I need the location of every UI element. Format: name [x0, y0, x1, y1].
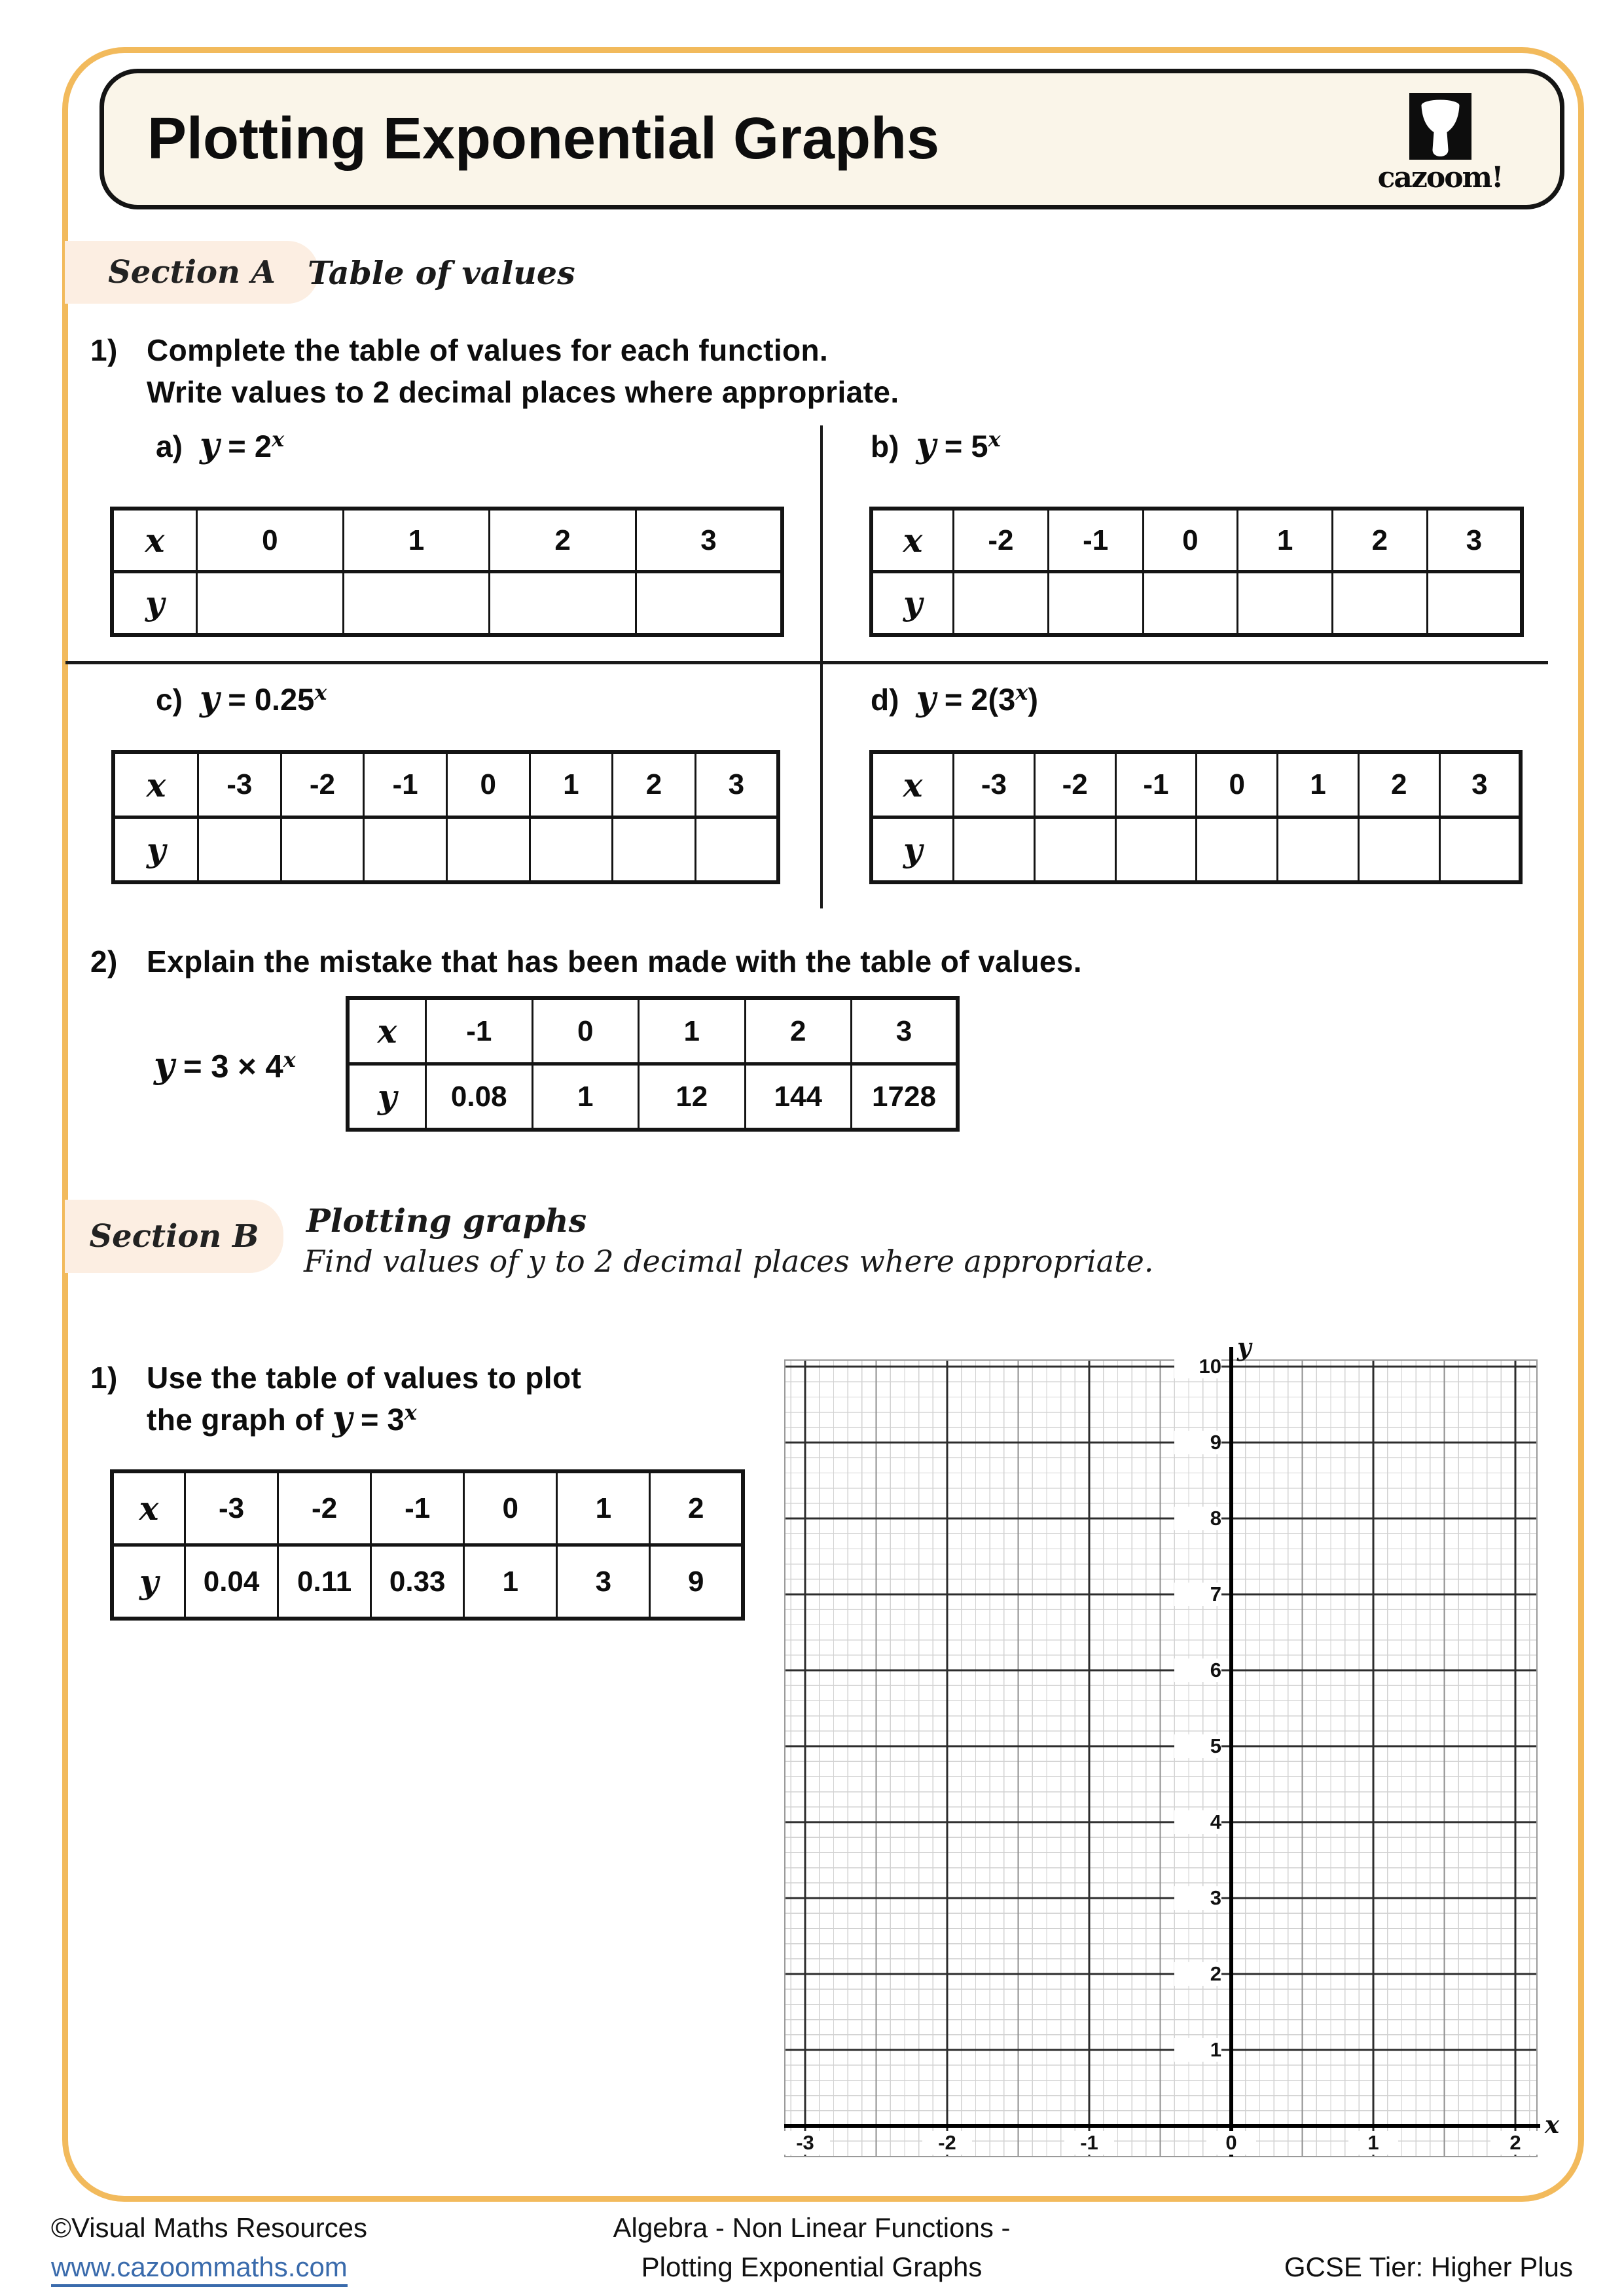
q2-number: 2) — [90, 944, 118, 978]
variable-cell: x — [871, 752, 954, 817]
value-cell: 1728 — [852, 1064, 958, 1130]
part-a-label: a) — [156, 429, 183, 463]
value-cell: -1 — [426, 998, 533, 1064]
x-tick-label: -2 — [922, 2131, 972, 2155]
value-cell: 2 — [490, 509, 636, 572]
x-tick-label: 1 — [1348, 2131, 1398, 2155]
function-var: y — [154, 1044, 175, 1086]
q1-text-line2: Write values to 2 decimal places where appropriate. — [147, 375, 899, 409]
value-cell: 1 — [639, 998, 746, 1064]
value-cell: 0.11 — [278, 1545, 371, 1619]
function-var: y — [916, 679, 936, 719]
y-tick-label: 3 — [1174, 1886, 1221, 1910]
value-cell — [1115, 817, 1197, 883]
function-var: y — [916, 425, 936, 465]
section-b-badge-label: Section B — [89, 1218, 259, 1255]
part-b-label: b) — [871, 429, 899, 463]
section-a-badge — [65, 241, 319, 304]
value-cell: 1 — [557, 1471, 650, 1545]
sb-q1-line2-pre: the graph of — [147, 1403, 333, 1437]
value-cell: 3 — [1439, 752, 1521, 817]
value-cell: 2 — [650, 1471, 743, 1545]
q1-text-line1: Complete the table of values for each function. — [147, 333, 829, 367]
value-cell: 1 — [530, 752, 613, 817]
variable-cell: y — [871, 572, 954, 636]
value-cell — [197, 572, 344, 636]
values-table-q2 — [346, 996, 960, 1132]
value-cell: 0 — [1197, 752, 1278, 817]
website-link[interactable]: www.cazoommaths.com — [51, 2251, 348, 2287]
value-cell — [446, 817, 530, 883]
value-cell: 2 — [1333, 509, 1428, 572]
variable-cell: x — [112, 1471, 185, 1545]
function-var: y — [200, 679, 220, 719]
value-cell: 1 — [464, 1545, 557, 1619]
variable-cell: x — [113, 752, 198, 817]
title-panel — [99, 69, 1564, 209]
value-cell: 12 — [639, 1064, 746, 1130]
part-c-function: c) y = 0.25 $^x$ — [156, 679, 327, 719]
value-cell — [636, 572, 782, 636]
footer-website — [51, 2251, 348, 2283]
value-cell: 2 — [1358, 752, 1439, 817]
section-b-heading: Plotting graphs — [306, 1202, 587, 1240]
value-cell: 9 — [650, 1545, 743, 1619]
value-cell — [530, 817, 613, 883]
values-table-a — [110, 507, 784, 637]
value-cell: -2 — [954, 509, 1049, 572]
value-cell: -1 — [364, 752, 447, 817]
q2-function: y = 3 × 4 $^x$ — [154, 1044, 296, 1086]
values-table-b — [869, 507, 1524, 637]
column-divider — [820, 425, 823, 908]
sb-q1-text-line1: Use the table of values to plot — [147, 1361, 582, 1395]
value-cell: 0 — [1143, 509, 1238, 572]
value-cell — [1333, 572, 1428, 636]
y-tick-label: 8 — [1174, 1507, 1221, 1530]
y-tick-label: 7 — [1174, 1583, 1221, 1606]
value-cell: 0.08 — [426, 1064, 533, 1130]
variable-cell: y — [113, 817, 198, 883]
value-cell: 0 — [464, 1471, 557, 1545]
drum-icon — [1409, 93, 1471, 160]
row-divider — [65, 661, 1548, 664]
value-cell: -2 — [281, 752, 364, 817]
value-cell: 0 — [532, 998, 639, 1064]
value-cell — [1358, 817, 1439, 883]
part-a-function: a) y = 2 $^x$ — [156, 425, 285, 465]
values-table-d — [869, 750, 1523, 884]
value-cell — [954, 817, 1035, 883]
section-b-badge — [65, 1200, 283, 1273]
sb-q1-number: 1) — [90, 1361, 118, 1395]
y-tick-label: 9 — [1174, 1431, 1221, 1454]
value-cell: -2 — [278, 1471, 371, 1545]
y-tick-label: 10 — [1174, 1355, 1221, 1378]
value-cell — [364, 817, 447, 883]
values-table-c — [111, 750, 780, 884]
footer-tier: GCSE Tier: Higher Plus — [1284, 2251, 1573, 2282]
value-cell — [1439, 817, 1521, 883]
sb-q1-text-line2: the graph of y = 3 $^x$ — [147, 1399, 417, 1439]
x-tick-label: 2 — [1490, 2131, 1540, 2155]
value-cell — [343, 572, 490, 636]
page-title: Plotting Exponential Graphs — [147, 106, 940, 171]
value-cell — [1238, 572, 1333, 636]
value-cell: 3 — [695, 752, 778, 817]
value-cell — [1034, 817, 1115, 883]
value-cell: -3 — [954, 752, 1035, 817]
x-tick-label: -3 — [780, 2131, 830, 2155]
variable-cell: y — [112, 1545, 185, 1619]
value-cell: 3 — [1427, 509, 1522, 572]
value-cell — [613, 817, 696, 883]
y-tick-label: 6 — [1174, 1659, 1221, 1682]
value-cell — [1427, 572, 1522, 636]
value-cell: 3 — [636, 509, 782, 572]
part-b-function: b) y = 5 $^x$ — [871, 425, 1001, 465]
value-cell: 144 — [745, 1064, 852, 1130]
footer-topic-line1: Algebra - Non Linear Functions - — [613, 2212, 1011, 2243]
value-cell — [198, 817, 281, 883]
value-cell: -2 — [1034, 752, 1115, 817]
value-cell — [1197, 817, 1278, 883]
value-cell — [1278, 817, 1359, 883]
value-cell: 0 — [197, 509, 344, 572]
cazoom-logo — [1377, 93, 1503, 194]
variable-cell: y — [112, 572, 197, 636]
part-c-label: c) — [156, 683, 183, 717]
variable-cell: x — [348, 998, 426, 1064]
value-cell — [1048, 572, 1143, 636]
value-cell: -1 — [371, 1471, 464, 1545]
x-tick-label: 0 — [1206, 2131, 1256, 2155]
y-tick-label: 5 — [1174, 1734, 1221, 1758]
q2-text: Explain the mistake that has been made with the table of values. — [147, 944, 1082, 978]
function-var: y — [332, 1399, 352, 1439]
q1-number: 1) — [90, 333, 118, 367]
value-cell: -3 — [198, 752, 281, 817]
value-cell: 1 — [343, 509, 490, 572]
value-cell: 1 — [1238, 509, 1333, 572]
value-cell — [695, 817, 778, 883]
part-d-label: d) — [871, 683, 899, 717]
y-tick-label: 2 — [1174, 1962, 1221, 1986]
value-cell: 3 — [557, 1545, 650, 1619]
value-cell: 3 — [852, 998, 958, 1064]
function-var: y — [200, 425, 220, 465]
footer-topic-line2: Plotting Exponential Graphs — [641, 2251, 983, 2282]
value-cell: 0 — [446, 752, 530, 817]
value-cell: 0.33 — [371, 1545, 464, 1619]
y-tick-label: 1 — [1174, 2038, 1221, 2062]
variable-cell: y — [871, 817, 954, 883]
variable-cell: x — [112, 509, 197, 572]
section-b-subheading: Find values of y to 2 decimal places where appropriate. — [304, 1244, 1154, 1279]
value-cell — [954, 572, 1049, 636]
value-cell: 0.04 — [185, 1545, 278, 1619]
value-cell: 2 — [613, 752, 696, 817]
logo-text: cazoom! — [1377, 161, 1503, 194]
value-cell: 2 — [745, 998, 852, 1064]
y-axis-label: y — [1237, 1333, 1252, 1361]
value-cell: -1 — [1115, 752, 1197, 817]
value-cell: -1 — [1048, 509, 1143, 572]
variable-cell: x — [871, 509, 954, 572]
graph-grid — [784, 1342, 1540, 2160]
value-cell: 1 — [1278, 752, 1359, 817]
value-cell: 1 — [532, 1064, 639, 1130]
variable-cell: y — [348, 1064, 426, 1130]
value-cell — [1143, 572, 1238, 636]
x-axis-label: x — [1545, 2110, 1560, 2139]
x-tick-label: -1 — [1064, 2131, 1114, 2155]
values-table-plot — [110, 1469, 745, 1621]
part-d-function: d) y = 2(3 $^x$ ) — [871, 679, 1038, 719]
section-a-badge-label: Section A — [108, 254, 276, 291]
value-cell: -3 — [185, 1471, 278, 1545]
footer-copyright: ©Visual Maths Resources — [51, 2212, 368, 2243]
value-cell — [281, 817, 364, 883]
value-cell — [490, 572, 636, 636]
section-a-heading: Table of values — [308, 254, 575, 292]
y-tick-label: 4 — [1174, 1810, 1221, 1834]
